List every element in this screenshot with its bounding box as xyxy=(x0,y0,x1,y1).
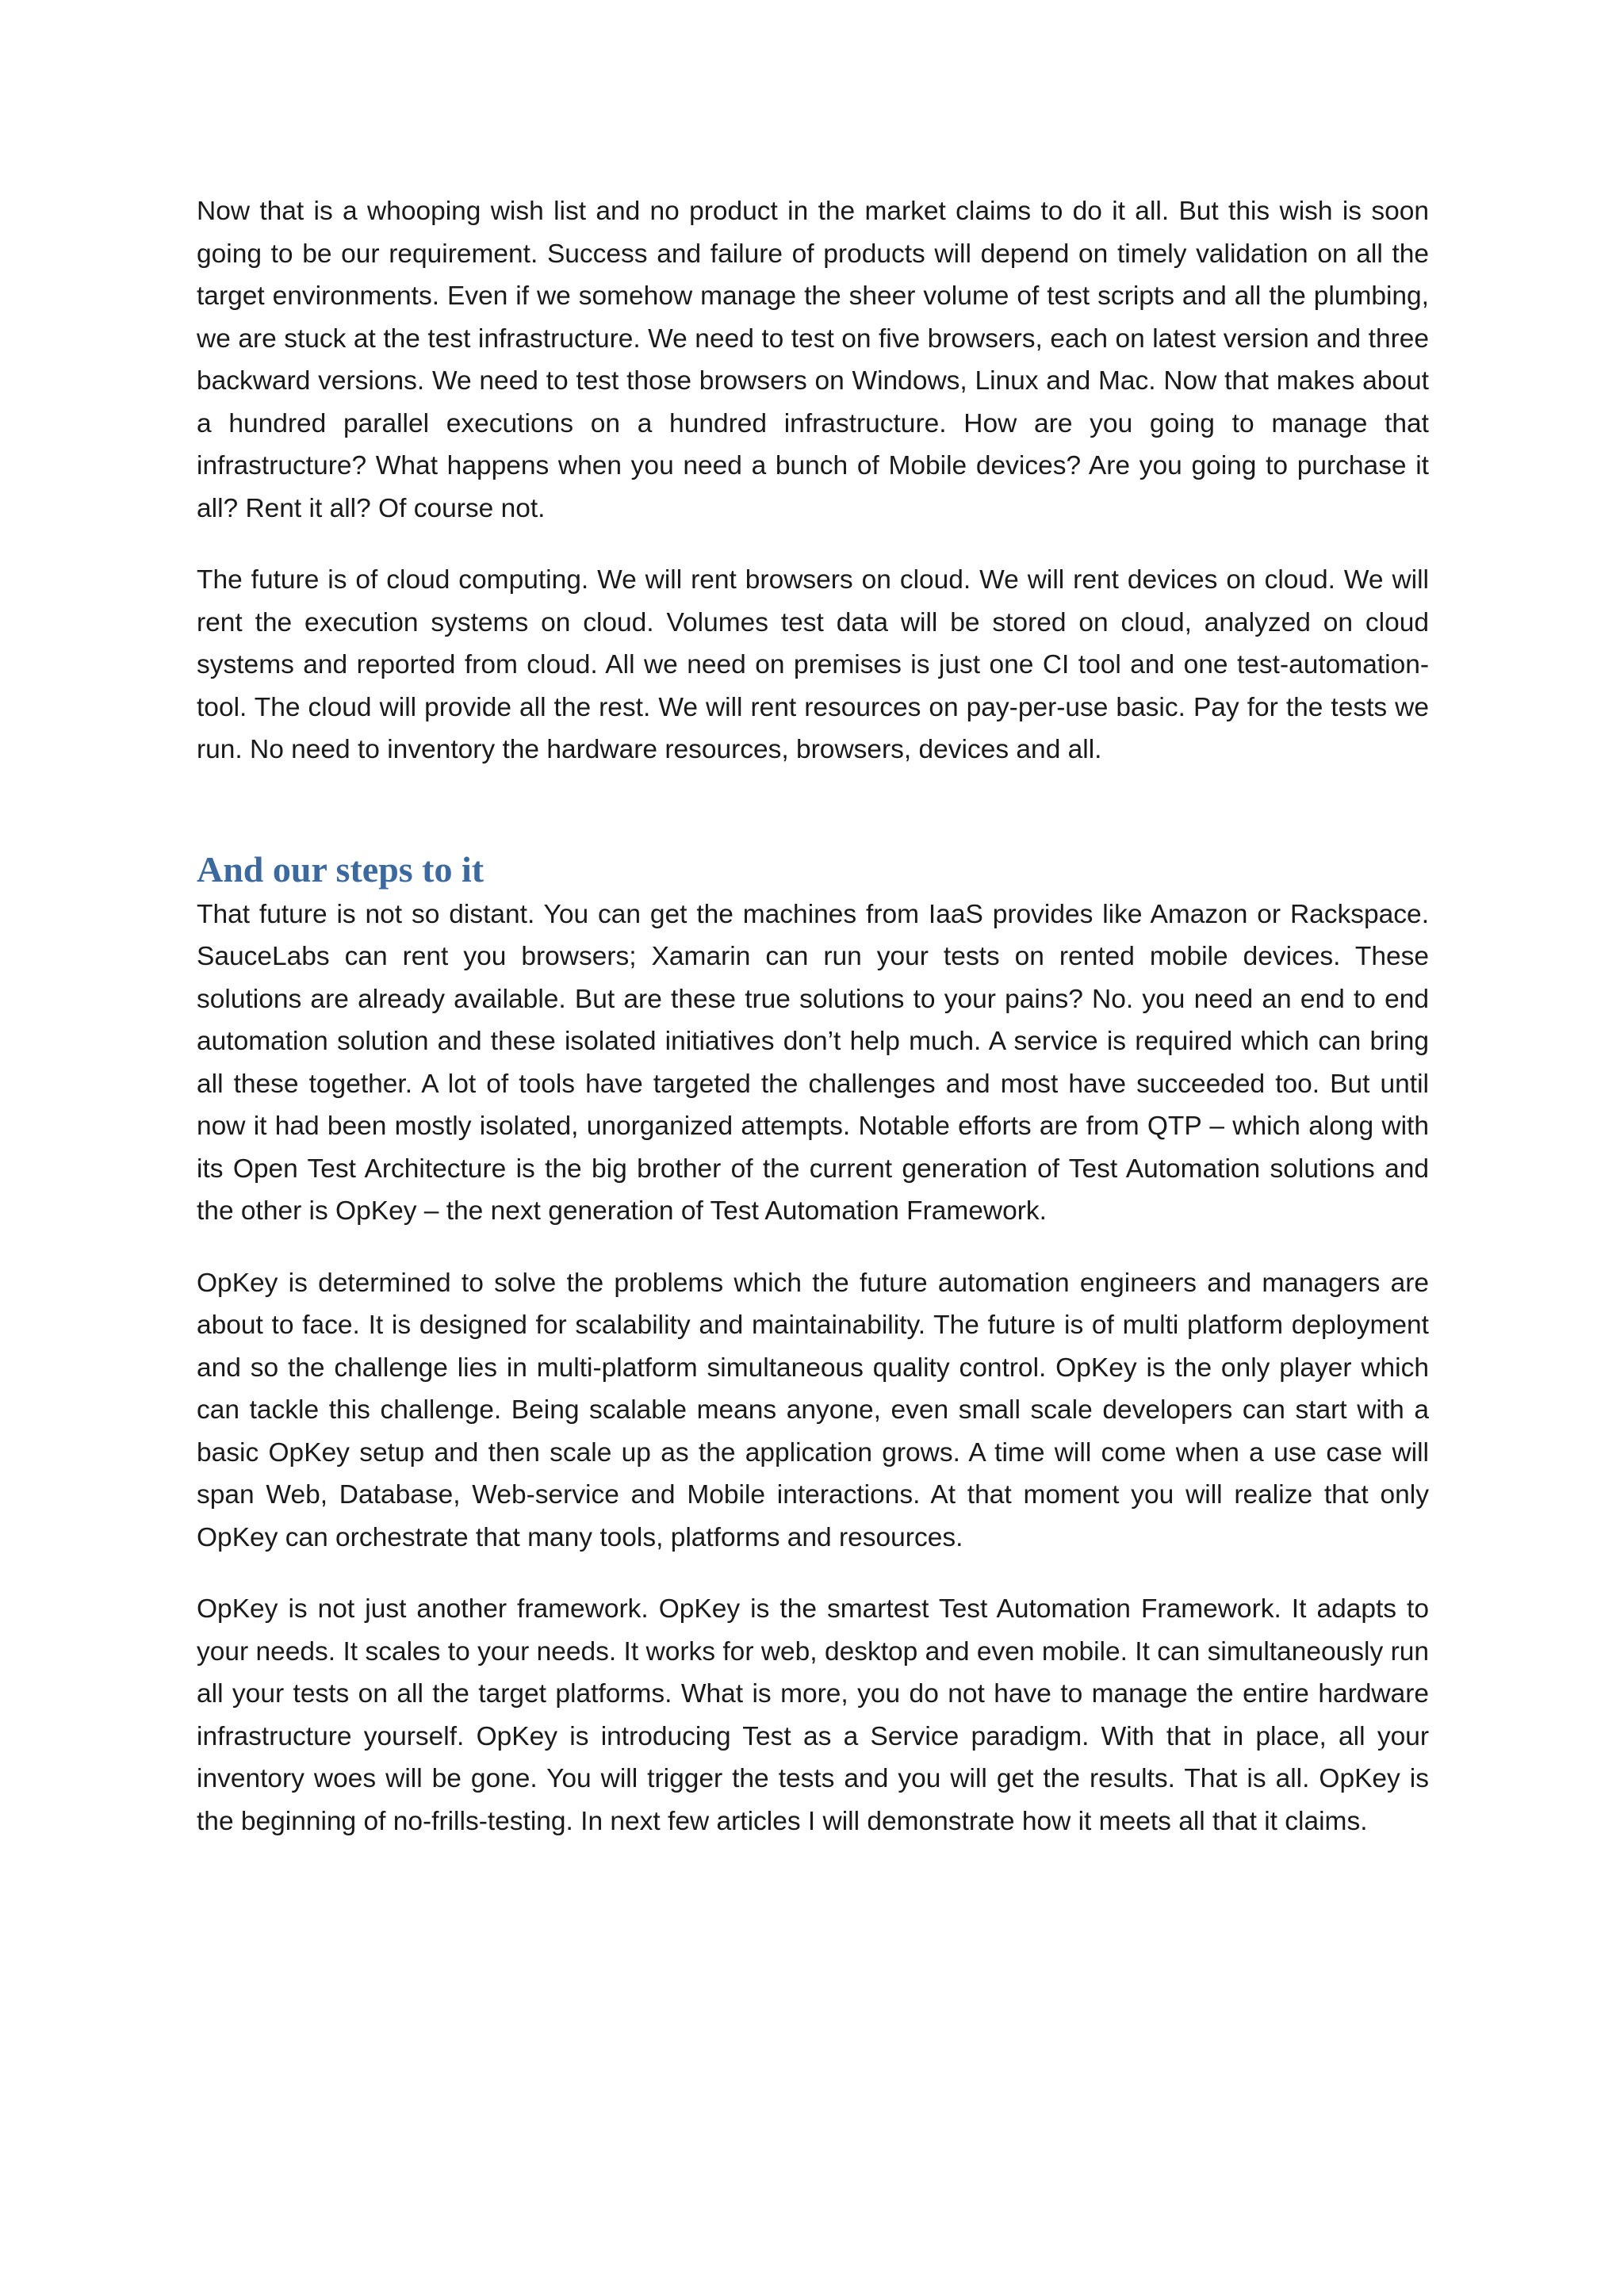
paragraph-wish-list: Now that is a whooping wish list and no product in the market claims to do it all. But this wish is soon going to be our requirement. Success and failure of products will depend on timely validation on all the target environments. Even if we somehow manage the sheer volume of test scripts and all the plumbing, we are stuck at the test infrastructure. We need to test on five browsers, each on latest version and three backward versions. We need to test those browsers on Windows, Linux and Mac. Now that makes about a hundred parallel executions on a hundred infrastructure. How are you going to manage that infrastructure? What happens when you need a bunch of Mobile devices? Are you going to purchase it all? Rent it all? Of course not. xyxy=(197,197,1429,523)
paragraph-opkey-determined: OpKey is determined to solve the problems which the future automation engineers and managers are about to face. It is designed for scalability and maintainability. The future is of multi platform deployment and so the challenge lies in multi-platform simultaneous quality control. OpKey is the only player which can tackle this challenge. Being scalable means anyone, even small scale developers can start with a basic OpKey setup and then scale up as the application grows. A time will come when a use case will span Web, Database, Web-service and Mobile interactions. At that moment you will realize that only OpKey can orchestrate that many tools, platforms and resources. xyxy=(197,1268,1429,1552)
paragraph-future-not-distant: That future is not so distant. You can get the machines from IaaS provides like Amazon or Rackspace. SauceLabs can rent you browsers; Xamarin can run your tests on rented mobile devices. These solutions are already available. But are these true solutions to your pains? No. you need an end to end automation solution and these isolated initiatives don’t help much. A service is required which can bring all these together. A lot of tools have targeted the challenges and most have succeeded too. But until now it had been mostly isolated, unorganized attempts. Notable efforts are from QTP – which along with its Open Test Architecture is the big brother of the current generation of Test Automation solutions and the other is OpKey – the next generation of Test Automation Framework. xyxy=(197,899,1429,1226)
paragraph-cloud-future: The future is of cloud computing. We will rent browsers on cloud. We will rent devices on cloud. We will rent the execution systems on cloud. Volumes test data will be stored on cloud, analyzed on cloud systems and reported from cloud. All we need on premises is just one CI tool and one test-automation-tool. The cloud will provide all the rest. We will rent resources on pay-per-use basic. Pay for the tests we run. No need to inventory the hardware resources, browsers, devices and all. xyxy=(197,565,1429,764)
document-body xyxy=(197,190,1429,1872)
section-heading: And our steps to it xyxy=(197,848,485,890)
paragraph-opkey-framework: OpKey is not just another framework. OpKey is the smartest Test Automation Framework. It adapts to your needs. It scales to your needs. It works for web, desktop and even mobile. It can simultaneously run all your tests on all the target platforms. What is more, you do not have to manage the entire hardware infrastructure yourself. OpKey is introducing Test as a Service paradigm. With that in place, all your inventory woes will be gone. You will trigger the tests and you will get the results. That is all. OpKey is the beginning of no-frills-testing. In next few articles I will demonstrate how it meets all that it claims. xyxy=(197,1594,1429,1836)
